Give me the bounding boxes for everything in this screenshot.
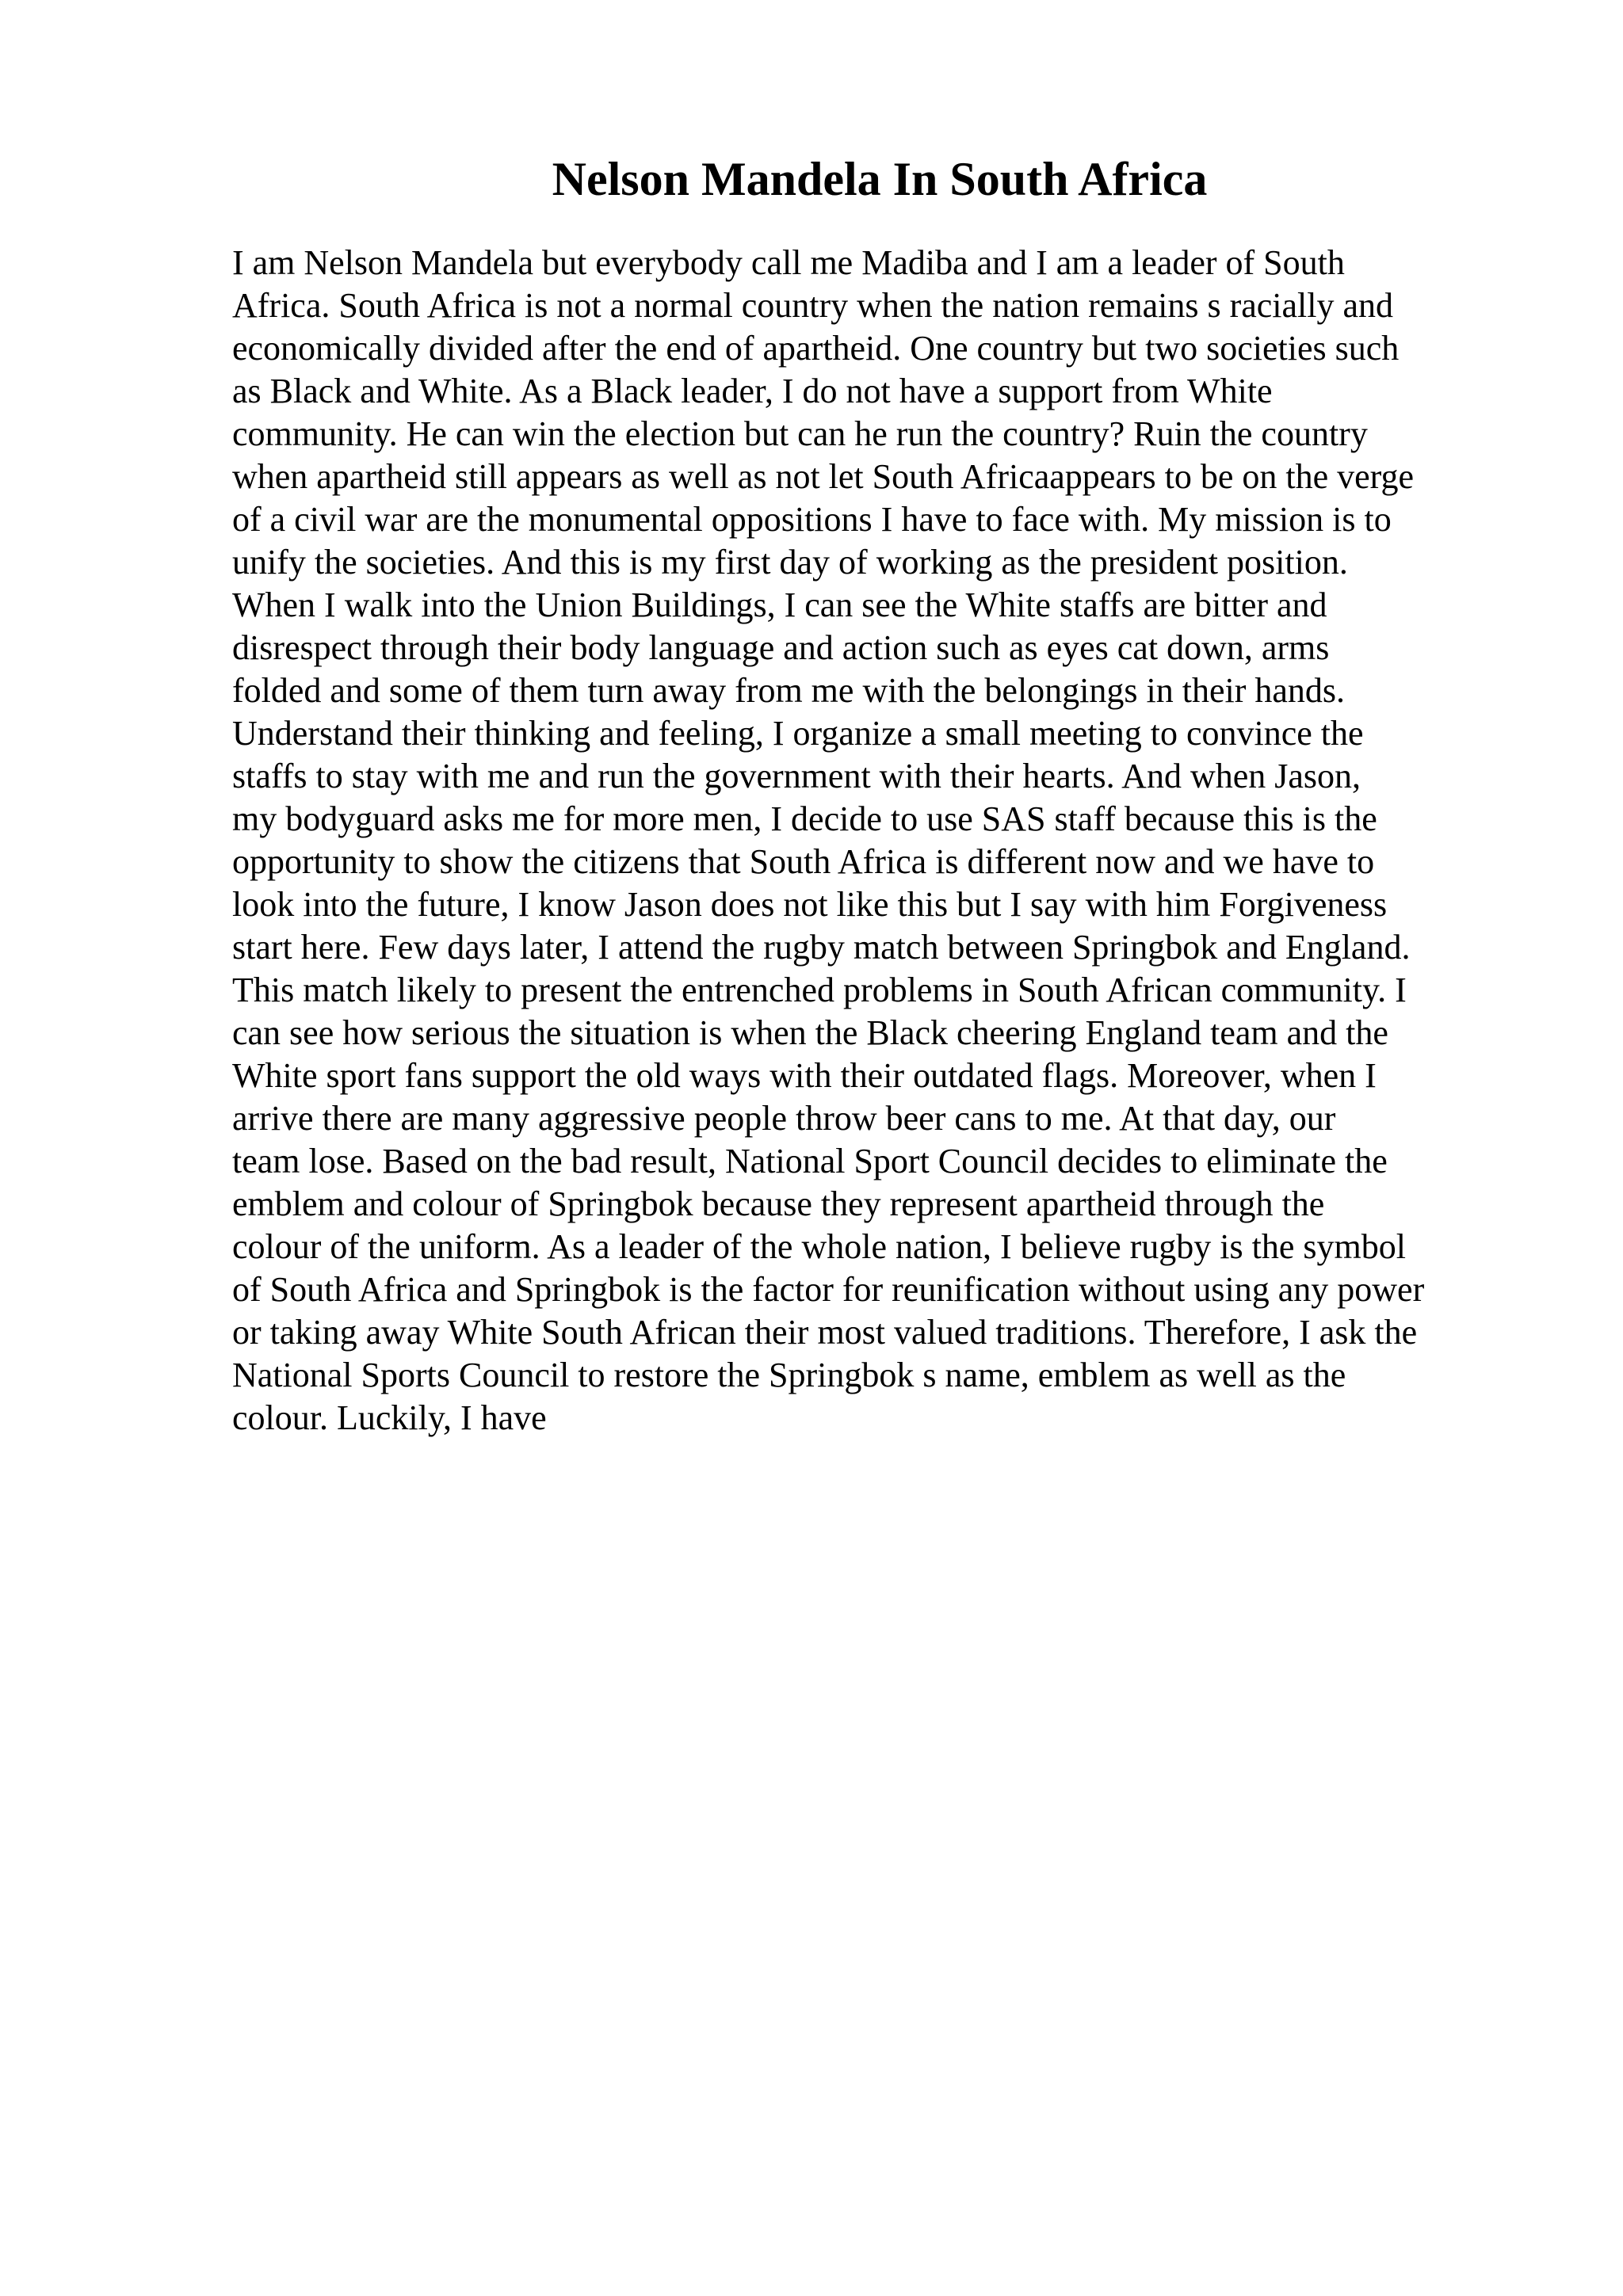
body-line: or taking away White South African their most valued traditions. Therefore, I ask the bbox=[232, 1313, 1418, 1352]
body-line: look into the future, I know Jason does not like this but I say with him Forgiveness bbox=[232, 885, 1388, 924]
body-line: Africa. South Africa is not a normal country when the nation remains s racially and bbox=[232, 286, 1394, 325]
body-line: economically divided after the end of apartheid. One country but two societies such bbox=[232, 329, 1400, 368]
body-line: of a civil war are the monumental oppositions I have to face with. My mission is to bbox=[232, 500, 1392, 539]
body-line: community. He can win the election but can he run the country? Ruin the country bbox=[232, 414, 1368, 453]
body-line: colour. Luckily, I have bbox=[232, 1398, 547, 1437]
body-line: Understand their thinking and feeling, I organize a small meeting to convince the bbox=[232, 714, 1364, 753]
body-line: emblem and colour of Springbok because they represent apartheid through the bbox=[232, 1184, 1325, 1223]
body-line: White sport fans support the old ways with their outdated flags. Moreover, when I bbox=[232, 1056, 1377, 1095]
body-line: as Black and White. As a Black leader, I do not have a support from White bbox=[232, 372, 1273, 410]
document-body bbox=[232, 242, 1579, 1440]
body-line: This match likely to present the entrenched problems in South African community. I bbox=[232, 971, 1407, 1009]
body-line: arrive there are many aggressive people throw beer cans to me. At that day, our bbox=[232, 1099, 1336, 1138]
body-line: when apartheid still appears as well as not let South Africaappears to be on the verge bbox=[232, 457, 1415, 496]
body-line: team lose. Based on the bad result, National Sport Council decides to eliminate the bbox=[232, 1142, 1388, 1180]
body-line: of South Africa and Springbok is the factor for reunification without using any power bbox=[232, 1270, 1425, 1309]
body-line: disrespect through their body language and action such as eyes cat down, arms bbox=[232, 628, 1330, 667]
body-line: unify the societies. And this is my first day of working as the president position. bbox=[232, 543, 1348, 582]
body-line: I am Nelson Mandela but everybody call me Madiba and I am a leader of South bbox=[232, 243, 1345, 282]
body-line: start here. Few days later, I attend the rugby match between Springbok and England. bbox=[232, 928, 1411, 967]
body-line: my bodyguard asks me for more men, I decide to use SAS staff because this is the bbox=[232, 799, 1377, 838]
body-line: can see how serious the situation is when the Black cheering England team and the bbox=[232, 1013, 1388, 1052]
body-line: When I walk into the Union Buildings, I can see the White staffs are bitter and bbox=[232, 585, 1327, 624]
body-line: opportunity to show the citizens that South Africa is different now and we have to bbox=[232, 842, 1375, 881]
body-line: National Sports Council to restore the Springbok s name, emblem as well as the bbox=[232, 1356, 1346, 1394]
body-line: staffs to stay with me and run the government with their hearts. And when Jason, bbox=[232, 757, 1361, 795]
document-title: Nelson Mandela In South Africa bbox=[552, 153, 1208, 205]
body-line: folded and some of them turn away from me with the belongings in their hands. bbox=[232, 671, 1346, 710]
body-line: colour of the uniform. As a leader of the whole nation, I believe rugby is the symbol bbox=[232, 1227, 1406, 1266]
